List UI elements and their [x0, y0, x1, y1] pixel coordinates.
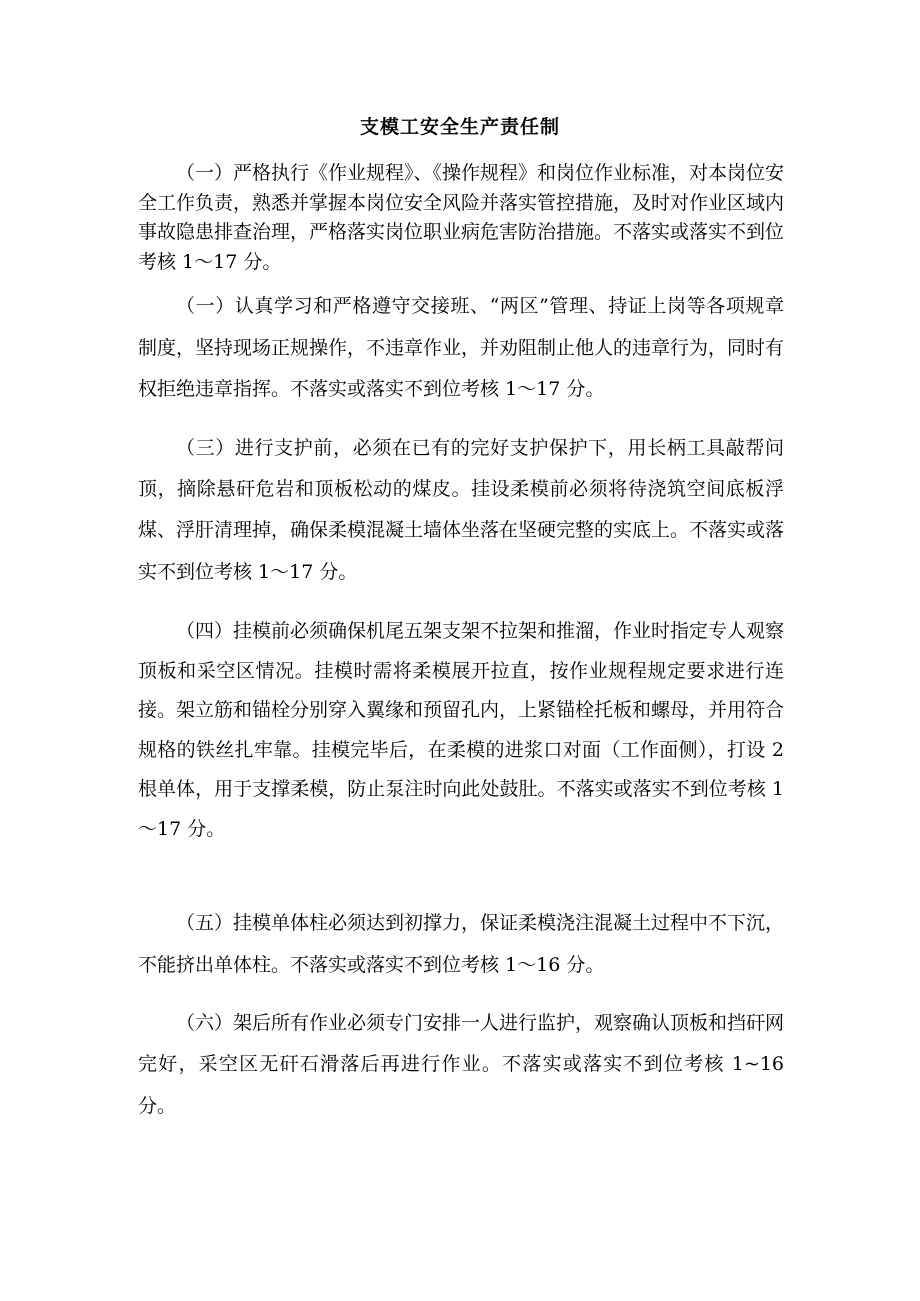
paragraph-6: （六）架后所有作业必须专门安排一人进行监护，观察确认顶板和挡矸网完好，采空区无矸石滑落后再进行作业。不落实或落实不到位考核 1~16 分。 [138, 1012, 785, 1117]
paragraph-4: （四）挂模前必须确保机尾五架支架不拉架和推溜，作业时指定专人观察顶板和采空区情况。挂模时需将柔模展开拉直，按作业规程规定要求进行连接。架立筋和锚栓分别穿入翼缘和预留孔内，上紧锚栓托板和螺母，并用符合规格的铁丝扎牢靠。挂模完毕后，在柔模的进浆口对面（工作面侧），打设 2 根单体，用于支撑柔模，防止泵注时向此处鼓肚。不落实或落实不到位考核 1～17 分。 [138, 620, 785, 840]
paragraph-3: （三）进行支护前，必须在已有的完好支护保护下，用长柄工具敲帮问顶，摘除悬矸危岩和顶板松动的煤皮。挂设柔模前必须将待浇筑空间底板浮煤、浮肝清理掉，确保柔模混凝土墙体坐落在坚硬完整的实底上。不落实或落实不到位考核 1～17 分。 [138, 437, 785, 583]
paragraph-2: （一）认真学习和严格遵守交接班、“两区”管理、持证上岗等各项规章制度，坚持现场正规操作，不违章作业，并劝阻制止他人的违章行为，同时有权拒绝违章指挥。不落实或落实不到位考核 1～17 分。 [138, 295, 785, 400]
paragraph-5: （五）挂模单体柱必须达到初撑力，保证柔模浇注混凝土过程中不下沉，不能挤出单体柱。不落实或落实不到位考核 1～16 分。 [138, 912, 785, 976]
paragraph-1: （一）严格执行《作业规程》、《操作规程》和岗位作业标准，对本岗位安全工作负责，熟悉并掌握本岗位安全风险并落实管控措施，及时对作业区域内事故隐患排查治理，严格落实岗位职业病危害防治措施。不落实或落实不到位考核 1～17 分。 [138, 162, 785, 273]
document-title: 支模工安全生产责任制 [359, 116, 560, 138]
